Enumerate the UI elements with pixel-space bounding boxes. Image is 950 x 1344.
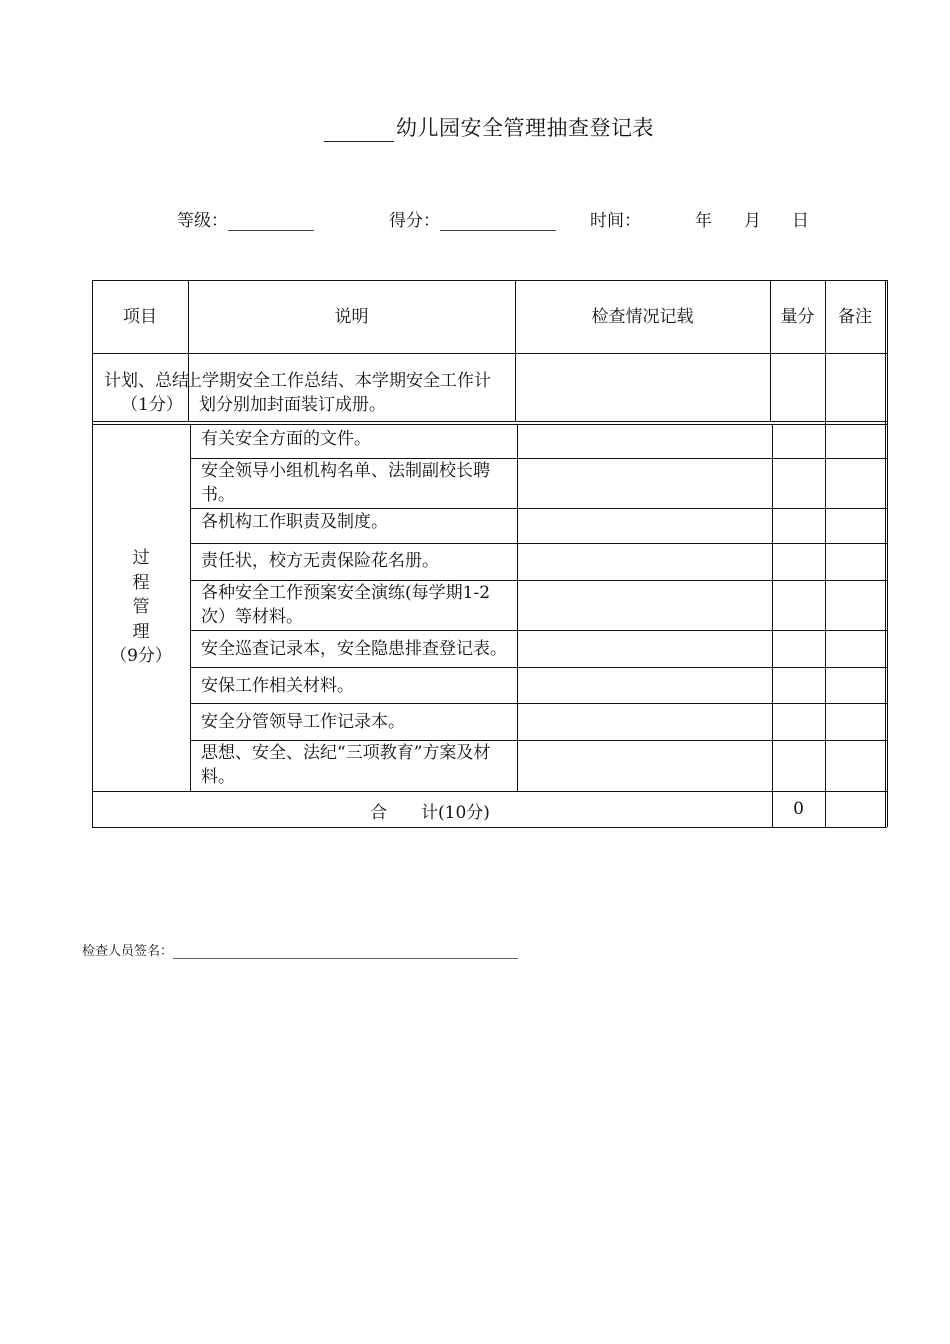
- table-border-right-outer: [887, 280, 888, 827]
- process-char: 程: [132, 572, 150, 593]
- header-item: 项目: [123, 307, 157, 327]
- table-rule: [190, 580, 887, 581]
- month-label: 月: [744, 211, 761, 231]
- inspector-signature: [82, 940, 518, 959]
- process-row-5-cont: 次）等材料。: [201, 607, 303, 627]
- table-col-rule: [188, 280, 189, 421]
- process-item-points: （9分）: [110, 646, 172, 666]
- header-score: 量分: [780, 307, 815, 327]
- table-rule: [190, 458, 887, 459]
- table-rule: [190, 508, 887, 509]
- process-row-9: 思想、安全、法纪“三项教育”方案及材: [201, 743, 491, 763]
- score-field: [389, 206, 556, 231]
- signature-label: 检查人员签名：: [82, 944, 174, 959]
- table-rule: [92, 421, 887, 422]
- day-label: 日: [792, 211, 809, 231]
- process-row-4: 责任状，校方无责保险花名册。: [201, 551, 439, 571]
- table-col-rule: [515, 280, 516, 421]
- total-score: 0: [793, 799, 804, 819]
- process-char: 过: [132, 548, 150, 568]
- grade-field: [177, 206, 314, 231]
- school-name-blank[interactable]: [324, 121, 394, 142]
- process-row-1: 有关安全方面的文件。: [201, 429, 371, 449]
- table-rule: [190, 740, 887, 741]
- plan-note-cell[interactable]: [830, 358, 882, 416]
- process-char: 管: [132, 597, 150, 617]
- plan-record-cell[interactable]: [520, 358, 765, 416]
- header-desc: 说明: [334, 307, 369, 327]
- table-col-rule: [517, 424, 518, 791]
- plan-desc-line1: 上学期安全工作总结、本学期安全工作计: [185, 371, 491, 391]
- header-note: 备注: [838, 307, 872, 327]
- process-row-8: 安全分管领导工作记录本。: [201, 712, 405, 732]
- total-label-b: 计(10分): [421, 803, 490, 823]
- process-char: 理: [132, 621, 150, 642]
- table-col-rule: [190, 424, 191, 791]
- process-row-3: 各机构工作职责及制度。: [201, 512, 388, 532]
- table-rule: [190, 703, 887, 704]
- table-rule: [190, 667, 887, 668]
- grade-input-line[interactable]: [228, 212, 314, 231]
- table-rule: [190, 543, 887, 544]
- table-border-bottom: [92, 827, 887, 828]
- grade-label: 等级：: [177, 211, 228, 231]
- table-col-rule: [770, 280, 771, 421]
- plan-item-points: （1分）: [121, 395, 183, 415]
- process-row-2: 安全领导小组机构名单、法制副校长聘: [201, 461, 490, 481]
- plan-item-label: 计划、总结: [104, 371, 189, 391]
- table-rule: [92, 791, 887, 792]
- signature-line[interactable]: [173, 945, 518, 959]
- process-row-5: 各种安全工作预案安全演练(每学期1-2: [201, 583, 491, 603]
- table-rule: [190, 630, 887, 631]
- process-row-6: 安全巡查记录本，安全隐患排查登记表。: [201, 639, 507, 659]
- process-item-label: [92, 546, 190, 669]
- time-label: 时间：: [590, 211, 641, 231]
- year-label: 年: [695, 211, 712, 231]
- process-row-7: 安保工作相关材料。: [201, 676, 354, 696]
- table-rule: [92, 424, 887, 425]
- title-text: 幼儿园安全管理抽查登记表: [396, 116, 654, 140]
- header-record: 检查情况记载: [591, 307, 694, 327]
- page-title: [0, 112, 950, 142]
- process-row-9-cont: 料。: [201, 767, 235, 787]
- process-row-2-cont: 书。: [201, 485, 235, 505]
- table-col-rule: [825, 280, 826, 827]
- table-rule: [92, 353, 887, 354]
- plan-desc-line2: 划分别加封面装订成册。: [199, 395, 386, 415]
- plan-score-cell[interactable]: [775, 358, 821, 416]
- table-col-rule: [772, 424, 773, 827]
- score-label: 得分：: [389, 211, 440, 231]
- table-border-right: [885, 280, 886, 827]
- table-border-top: [92, 280, 887, 281]
- total-label-a: 合: [370, 803, 387, 823]
- score-input-line[interactable]: [440, 212, 556, 231]
